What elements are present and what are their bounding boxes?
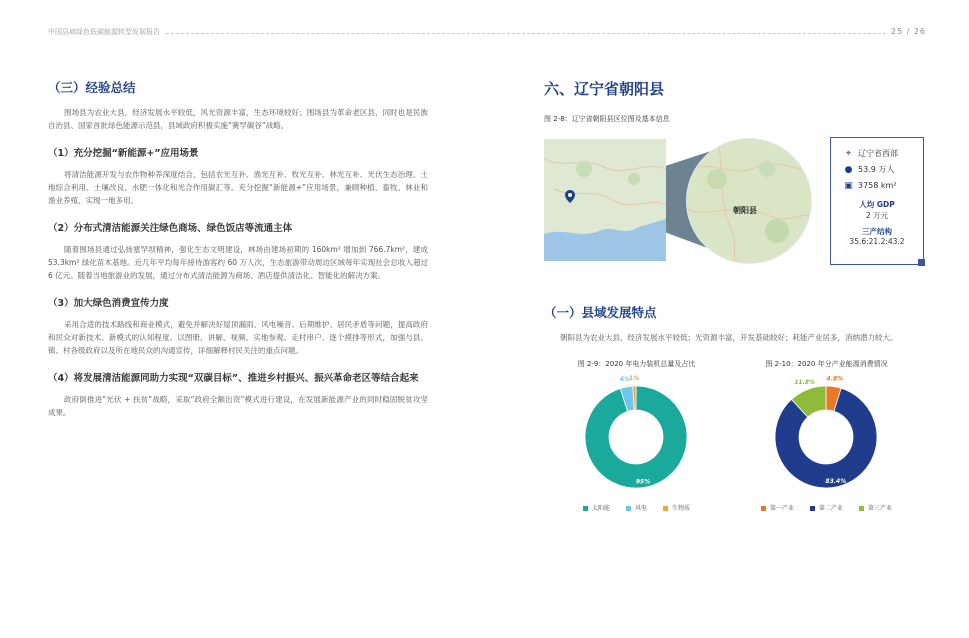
item-1-title: （1）充分挖掘“新能源+”应用场景 [48, 148, 199, 159]
data-label-0: 4.8% [826, 375, 844, 383]
county-map-graphic [687, 139, 811, 263]
intro-paragraph: 围场县为农业大县，经济发展水平较低，风光资源丰富，生态环境较好；围场县为革命老区县，同时也是民族自治县、国家首批绿色能源示范县，县域政府积极实施“赛罕碳谷”战略。 [48, 108, 428, 130]
chart-title: 图 2-9：2020 年电力装机总量及占比 [577, 360, 696, 368]
legend-item-1 [626, 503, 647, 512]
card-corner-accent [918, 259, 925, 266]
chart-legend-energy [734, 503, 919, 512]
data-label-0: 95% [635, 478, 651, 486]
region-map [544, 139, 666, 261]
legend-swatch [583, 506, 588, 511]
legend-swatch [761, 506, 766, 511]
data-label-1: 83.4% [825, 477, 847, 485]
report-title: 中国县域绿色低碳能源转型发展报告 [48, 28, 160, 36]
gdp-value: 2 万元 [865, 211, 889, 220]
legend-item-0 [761, 503, 794, 512]
person-icon: ● [844, 164, 853, 175]
page-header [48, 27, 926, 39]
gdp-label: 人均 GDP [859, 200, 895, 209]
subsection-paragraph: 朝阳县为农业大县，经济发展水平较低；光资源丰富，开发基础较好；耗能产业居多，消纳潜力较大。 [560, 333, 898, 342]
legend-label: 第三产业 [868, 505, 893, 512]
section-title-experience: （三）经验总结 [48, 80, 136, 95]
legend-swatch [810, 506, 815, 511]
chart-title: 图 2-10：2020 年分产业能源消费情况 [765, 360, 888, 368]
header-divider [166, 33, 886, 34]
item-3-title: （3）加大绿色消费宣传力度 [48, 298, 169, 309]
structure-value: 35.6:21.2:43.2 [849, 237, 905, 246]
legend-item-2 [859, 503, 892, 512]
chart-power-capacity [544, 359, 729, 529]
info-location: ⌖ 辽宁省西部 [843, 148, 923, 159]
item-2-title: （2）分布式清洁能源关注绿色商场、绿色饭店等流通主体 [48, 223, 293, 234]
legend-label: 太阳能 [591, 505, 610, 512]
region-map-graphic [544, 139, 666, 261]
legend-swatch [626, 506, 631, 511]
right-column [544, 78, 926, 529]
area-icon: ▣ [844, 180, 853, 191]
legend-label: 第一产业 [769, 505, 794, 512]
data-label-2: 1% [629, 375, 640, 383]
legend-item-1 [810, 503, 843, 512]
figure-caption-map: 图 2-8：辽宁省朝阳县区位图及基本信息 [544, 115, 670, 123]
legend-label: 风电 [634, 505, 647, 512]
info-population: ● 53.9 万人 [844, 164, 895, 175]
legend-swatch [859, 506, 864, 511]
legend-label: 生物质 [672, 505, 691, 512]
chart-legend-power [544, 503, 729, 512]
section-title-chaoyang: 六、辽宁省朝阳县 [544, 80, 665, 98]
info-area: ▣ 3758 km² [844, 180, 897, 191]
charts-row [544, 359, 926, 529]
legend-item-2 [663, 503, 690, 512]
location-pin-icon [565, 190, 575, 203]
left-column [48, 78, 428, 432]
county-zoom-map [686, 138, 812, 264]
subsection-title: （一）县域发展特点 [544, 305, 657, 320]
page-number: 25 / 26 [890, 27, 926, 36]
legend-item-0 [583, 503, 610, 512]
legend-label: 第二产业 [818, 505, 843, 512]
donut-chart-power [544, 371, 729, 501]
donut-chart-energy [734, 371, 919, 501]
location-map-figure [544, 137, 926, 273]
county-info-card [830, 137, 924, 265]
item-2-text: 随着围场县通过弘扬塞罕坝精神，强化生态文明建设，林场由建场初期的 160km² 增加到 766.7km²，建成 53.3km² 绿化苗木基地。近几年平均每年接待游客约 60 万人次，生态旅游带动周边区域每年实现社会总收入超过 6 亿元。随着当地旅游业的发展，通过分布式清洁能源为商场、酒店提供清洁化、智能化的解决方案。 [48, 245, 428, 280]
item-4-text: 政府倒推进“光伏 + 扶贫”战略，采取“政府全额出资”模式进行建设，在发展新能源产业的同时稳固脱贫攻坚成果。 [48, 395, 428, 417]
county-map-label: 朝阳县 [733, 206, 757, 215]
location-pin-icon: ⌖ [845, 148, 852, 159]
item-1-text: 将清洁能源开发与农作物种养深度结合，包括农光互补、渔光互补、牧光互补、林光互补、光伏生态治理、土地综合利用、土壤改良、水肥一体化和光合作用碳汇等。充分挖掘“新能源+”应用场景，兼顾种植、畜牧、林业和渔业养殖，实现一地多用。 [48, 170, 428, 205]
item-4-title: （4）将发展清洁能源同助力实现“双碳目标”、推进乡村振兴、振兴革命老区等结合起来 [48, 373, 419, 384]
data-label-1: 4% [619, 376, 631, 384]
data-label-2: 11.8% [794, 379, 816, 387]
legend-swatch [663, 506, 668, 511]
structure-label: 三产结构 [862, 227, 892, 236]
item-3-text: 采用合适的技术路线和商业模式，避免并解决好屋顶漏雨、风电噪音、后期维护、居民矛盾等问题，提高政府和民众对新技术、新模式的认知程度。以图册、讲解、视频、实地参观、走村串户、逐个摸排等形式，加强与县、镇、村各级政府以及所在地民众的沟通宣传，详细解释村民关注的重点问题。 [48, 320, 428, 355]
chart-energy-consumption [734, 359, 919, 529]
